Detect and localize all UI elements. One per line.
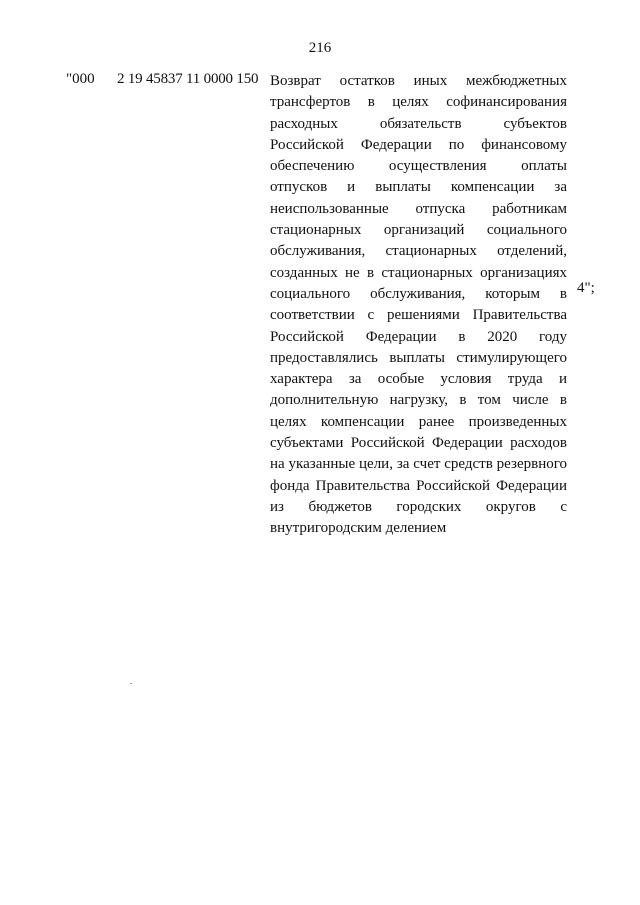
description-line: внутригородским делением (270, 520, 447, 537)
row-prefix: "000 (66, 71, 95, 87)
description-line: характера за особые условия труда и (270, 371, 567, 388)
description-line: из бюджетов городских округов с (270, 498, 567, 515)
description-line: дополнительную нагрузку, в том числе в (270, 392, 567, 409)
description-line: расходных обязательств субъектов (270, 115, 567, 132)
description-line: соответствии с решениями Правительства (270, 307, 567, 324)
description-line: социального обслуживания, которым в (270, 285, 567, 302)
description-line: обслуживания, стационарных отделений, (270, 243, 567, 260)
description-line: Возврат остатков иных межбюджетных (270, 73, 567, 89)
description-line: целях компенсации ранее произведенных (270, 413, 567, 430)
row-description (270, 71, 567, 540)
description-line: предоставлялись выплаты стимулирующего (270, 349, 567, 366)
description-line: стационарных организаций социального (270, 222, 567, 239)
description-line: обеспечению осуществления оплаты (270, 158, 567, 175)
description-line: Российской Федерации в 2020 году (270, 328, 567, 345)
description-line: субъектами Российской Федерации расходов (270, 435, 567, 452)
scan-speck (130, 683, 132, 684)
page-number: 216 (308, 40, 332, 56)
description-line: Российской Федерации по финансовому (270, 136, 567, 153)
row-amount: 4"; (577, 280, 595, 296)
description-line: неиспользованные отпуска работникам (270, 200, 567, 217)
description-line: отпусков и выплаты компенсации за (270, 179, 567, 196)
description-line: созданных не в стационарных организациях (270, 264, 567, 281)
description-line: фонда Правительства Российской Федерации (270, 477, 567, 494)
budget-classification-code: 2 19 45837 11 0000 150 (117, 71, 259, 87)
description-line: на указанные цели, за счет средств резервного (270, 456, 567, 473)
description-line: трансфертов в целях софинансирования (270, 94, 567, 111)
